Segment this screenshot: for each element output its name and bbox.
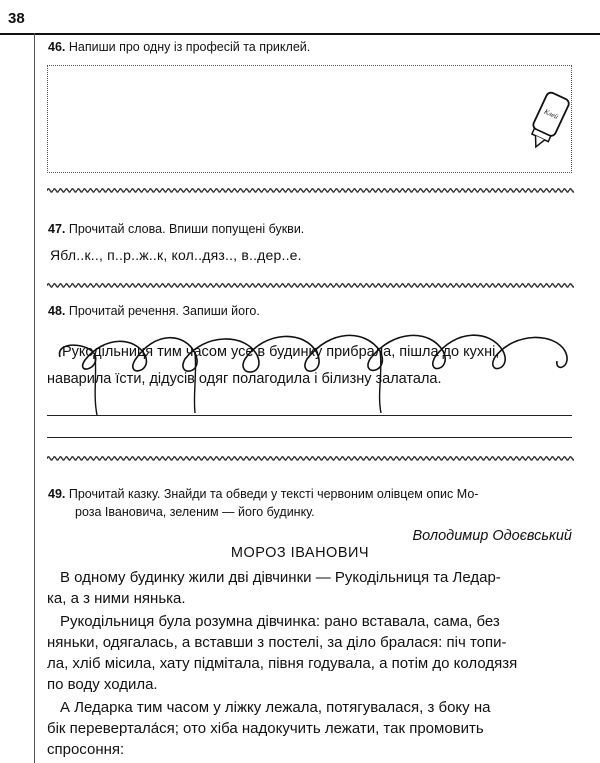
story-author: Володимир Одоєвський xyxy=(412,528,572,544)
task-49-text-line-1: Прочитай казку. Знайди та обведи у тексті червоним олівцем опис Мо- xyxy=(68,487,479,501)
task-49 xyxy=(48,487,573,501)
task-47-number: 47. xyxy=(48,222,66,236)
divider-zigzag xyxy=(47,282,574,288)
glue-icon xyxy=(525,88,573,154)
task-48-sentence-line-1: Рукодільниця тим часом усе в будинку прибрала, пішла до кухні, xyxy=(62,344,500,360)
story-paragraph-2 xyxy=(47,611,572,695)
task-47-text: Прочитай слова. Впиши попущені букви. xyxy=(68,222,305,236)
task-48-text: Прочитай речення. Запиши його. xyxy=(68,304,260,318)
task-49-number: 49. xyxy=(48,487,66,501)
divider-zigzag xyxy=(47,455,574,461)
story-paragraph-3 xyxy=(47,697,572,760)
glue-label: Клей xyxy=(542,107,560,121)
story-line: А Ледарка тим часом у ліжку лежала, потягувалася, з боку на xyxy=(60,699,491,716)
story-line: В одному будинку жили дві дівчинки — Рукодільниця та Ледар- xyxy=(60,569,501,586)
task-49-text-line-2: роза Івановича, зеленим — його будинку. xyxy=(75,505,315,519)
story-line: по воду ходила. xyxy=(47,676,158,693)
story-line: спросоння: xyxy=(47,741,125,758)
story-line: ка, а з ними нянька. xyxy=(47,590,186,607)
divider-zigzag xyxy=(47,187,574,193)
task-46-text: Напиши про одну із професій та приклей. xyxy=(68,40,311,54)
story-line: ла, хліб місила, хату підмітала, півня годувала, а потім до колодязя xyxy=(47,655,518,672)
task-46 xyxy=(48,40,310,54)
task-47 xyxy=(48,222,304,236)
task-48-number: 48. xyxy=(48,304,66,318)
writing-line[interactable] xyxy=(47,415,572,416)
story-line: бік перевертала́ся; ото хіба надокучить лежати, так промовить xyxy=(47,720,484,737)
story-title: МОРОЗ ІВАНОВИЧ xyxy=(230,545,370,561)
task-47-words: Ябл..к.., п..р..ж..к, кол..дяз.., в..дер..е. xyxy=(50,247,302,263)
paste-area[interactable] xyxy=(47,65,572,173)
story-line: Рукодільниця була розумна дівчинка: рано вставала, сама, без xyxy=(60,613,500,630)
story-paragraph-1 xyxy=(47,567,572,609)
writing-line[interactable] xyxy=(47,437,572,438)
task-46-number: 46. xyxy=(48,40,66,54)
task-48-sentence-line-2: наварила їсти, дідусів одяг полагодила і білизну залатала. xyxy=(47,371,442,387)
handwritten-loops-scribble xyxy=(35,315,595,425)
story-line: няньки, одягалась, а вставши з постелі, за діло бралася: піч топи- xyxy=(47,634,507,651)
header-rule xyxy=(0,33,600,35)
page-number: 38 xyxy=(8,10,25,27)
